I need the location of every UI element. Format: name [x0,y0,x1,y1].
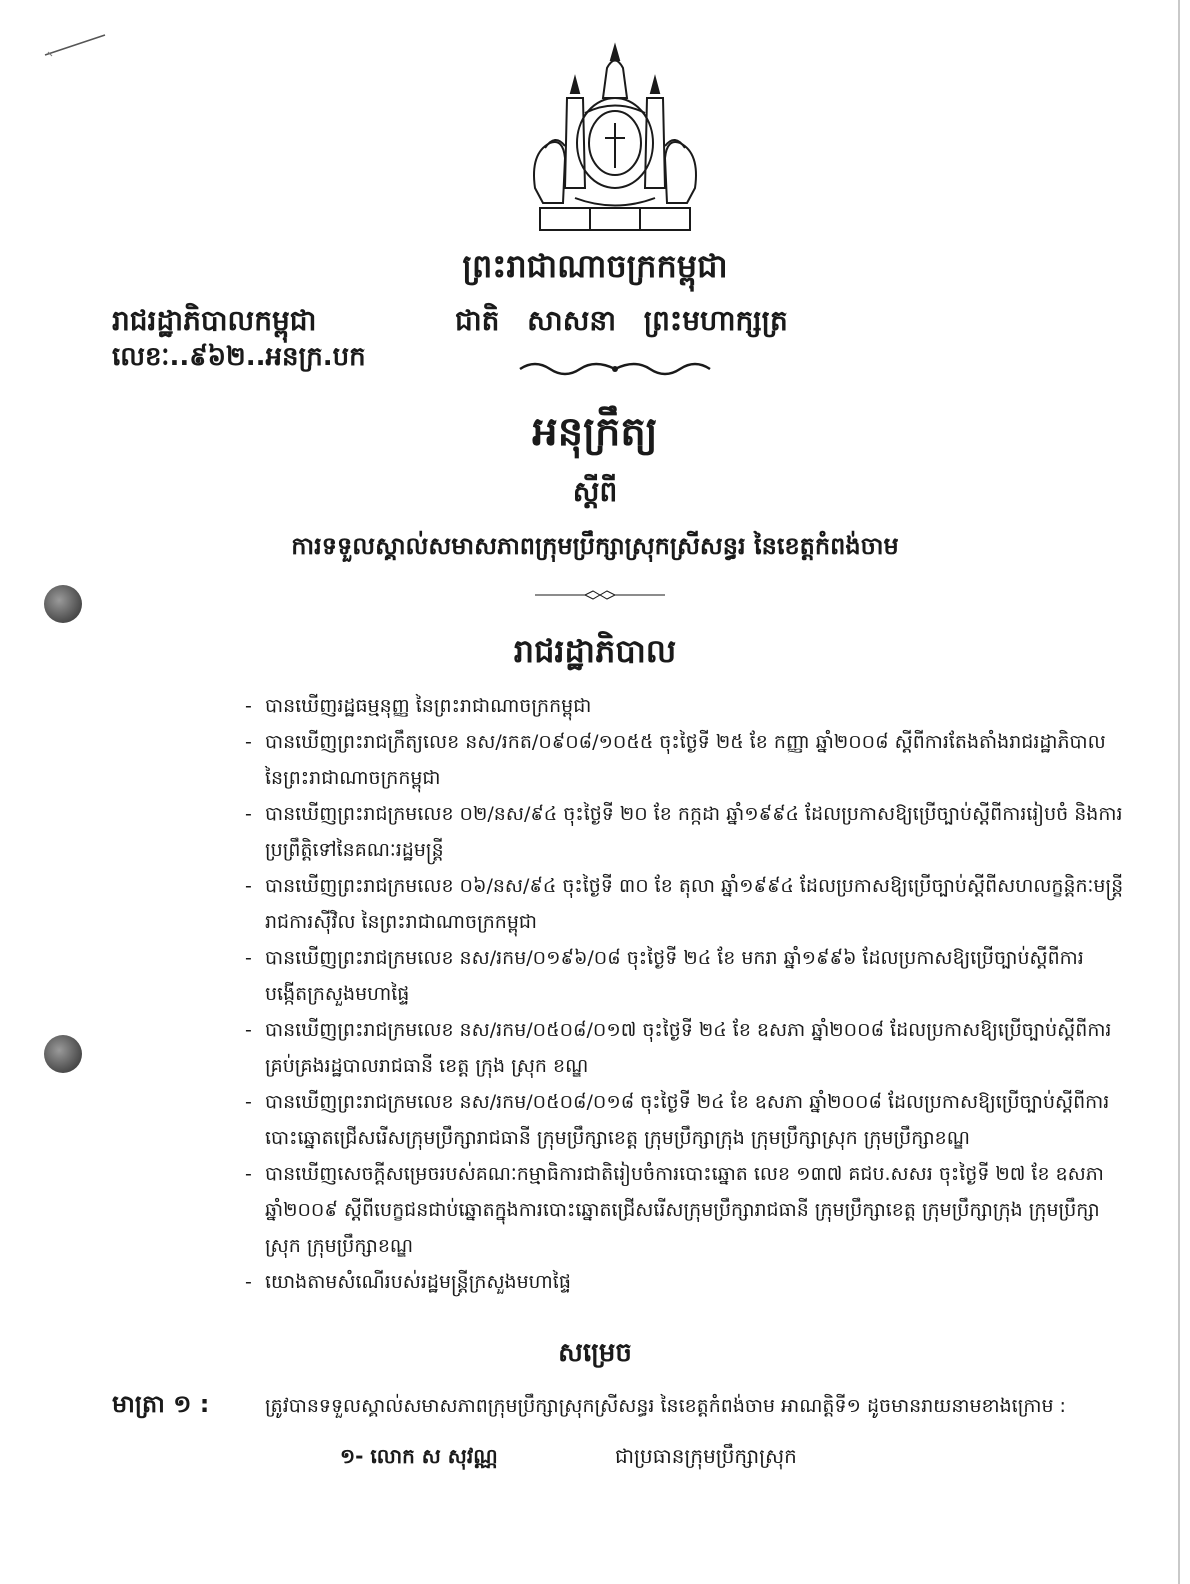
citation-item [245,1264,1125,1300]
citation-text: បានឃើញព្រះរាជក្រមលេខ ០២/នស/៩៤ ចុះថ្ងៃទី ២០ ខែ កក្កដា ឆ្នាំ១៩៩៤ ដែលប្រកាសឱ្យប្រើច្បាប់ស្តីពីការរៀបចំ និងការប្រព្រឹត្តិទៅនៃគណៈរដ្ឋមន្ត្រី [265,803,1123,861]
member-role: ជាប្រធានក្រុមប្រឹក្សាស្រុក [615,1444,797,1468]
subject-line: ការទទួលស្គាល់សមាសភាពក្រុមប្រឹក្សាស្រុកស្រីសន្ធរ នៃខេត្តកំពង់ចាម [291,532,899,560]
citation-marker: - [245,947,252,969]
section-divider [535,589,665,601]
legal-citations-list [245,688,1125,1300]
pen-mark [40,30,110,60]
document-type-title: អនុក្រឹត្យ [532,409,658,455]
citation-text: បានឃើញព្រះរាជក្រឹត្យលេខ នស/រកត/០៩០៨/១០៥៥ ចុះថ្ងៃទី ២៥ ខែ កញ្ញា ឆ្នាំ២០០៨ ស្តីពីការតែងតាំងរាជរដ្ឋាភិបាល នៃព្រះរាជាណាចក្រកម្ពុជា [265,731,1106,789]
decision-heading: សម្រេច [558,1338,632,1368]
punch-hole-top [44,585,82,623]
citation-marker: - [245,803,252,825]
citation-marker: - [245,1163,252,1185]
member-name: ១- លោក ស សុវណ្ណ [340,1444,498,1468]
about-label: ស្តីពី [572,475,618,508]
citation-item [245,1084,1125,1156]
citation-marker: - [245,695,252,717]
ornamental-flourish [515,355,715,379]
citation-text: បានឃើញព្រះរាជក្រមលេខ ០៦/នស/៩៤ ចុះថ្ងៃទី ៣០ ខែ តុលា ឆ្នាំ១៩៩៤ ដែលប្រកាសឱ្យប្រើច្បាប់ស្តីពីសហលក្ខន្តិកៈមន្ត្រីរាជការស៊ីវិល នៃព្រះរាជាណាចក្រកម្ពុជា [265,875,1124,933]
citation-item [245,1012,1125,1084]
document-number: លេខៈ..៩៦២..អនក្រ.បក [112,342,366,372]
citation-text: បានឃើញរដ្ឋធម្មនុញ្ញ នៃព្រះរាជាណាចក្រកម្ពុជា [265,695,592,717]
citation-marker: - [245,1271,252,1293]
government-name: រាជរដ្ឋាភិបាលកម្ពុជា [112,304,317,337]
national-motto: ជាតិ សាសនា ព្រះមហាក្សត្រ [455,304,788,337]
article-label: មាត្រា ១ : [112,1390,210,1418]
kingdom-heading: ព្រះរាជាណាចក្រកម្ពុជា [462,247,728,285]
citation-item [245,1156,1125,1264]
citation-text: បានឃើញសេចក្តីសម្រេចរបស់គណៈកម្មាធិការជាតិរៀបចំការបោះឆ្នោត លេខ ១៣៧ គជប.សសរ ចុះថ្ងៃទី ២៧ ខែ ឧសភា ឆ្នាំ២០០៩ ស្តីពីបេក្ខជនជាប់ឆ្នោតក្នុងការបោះឆ្នោតជ្រើសរើសក្រុមប្រឹក្សារាជធានី ក្រុមប្រឹក្សាខេត្ត ក្រុមប្រឹក្សាក្រុង ក្រុមប្រឹក្សាស្រុក ក្រុមប្រឹក្សាខណ្ឌ [265,1163,1104,1257]
citation-text: បានឃើញព្រះរាជក្រមលេខ នស/រកម/០៥០៨/០១៧ ចុះថ្ងៃទី ២៤ ខែ ឧសភា ឆ្នាំ២០០៨ ដែលប្រកាសឱ្យប្រើច្បាប់ស្តីពីការគ្រប់គ្រងរដ្ឋបាលរាជធានី ខេត្ត ក្រុង ស្រុក ខណ្ឌ [265,1019,1112,1077]
citation-item [245,688,1125,724]
citation-item [245,724,1125,796]
citation-marker: - [245,731,252,753]
citation-item [245,796,1125,868]
citation-text: បានឃើញព្រះរាជក្រមលេខ នស/រកម/០៥០៨/០១៨ ចុះថ្ងៃទី ២៤ ខែ ឧសភា ឆ្នាំ២០០៨ ដែលប្រកាសឱ្យប្រើច្បាប់ស្តីពីការបោះឆ្នោតជ្រើសរើសក្រុមប្រឹក្សារាជធានី ក្រុមប្រឹក្សាខេត្ត ក្រុមប្រឹក្សាក្រុង ក្រុមប្រឹក្សាស្រុក ក្រុមប្រឹក្សាខណ្ឌ [265,1091,1110,1149]
punch-hole-bottom [44,1035,82,1073]
article-text: ត្រូវបានទទួលស្គាល់សមាសភាពក្រុមប្រឹក្សាស្រុកស្រីសន្ធរ នៃខេត្តកំពង់ចាម អាណត្តិទី១ ដូចមានរាយនាមខាងក្រោម : [265,1395,1066,1417]
citation-text: បានឃើញព្រះរាជក្រមលេខ នស/រកម/០១៩៦/០៨ ចុះថ្ងៃទី ២៤ ខែ មករា ឆ្នាំ១៩៩៦ ដែលប្រកាសឱ្យប្រើច្បាប់ស្តីពីការបង្កើតក្រសួងមហាផ្ទៃ [265,947,1084,1005]
royal-coat-of-arms-emblem [515,38,715,238]
citation-marker: - [245,1091,252,1113]
citation-text: យោងតាមសំណើរបស់រដ្ឋមន្ត្រីក្រសួងមហាផ្ទៃ [265,1271,571,1293]
citation-item [245,868,1125,940]
citation-item [245,940,1125,1012]
citation-marker: - [245,875,252,897]
issuing-authority: រាជរដ្ឋាភិបាល [513,632,677,670]
citation-marker: - [245,1019,252,1041]
